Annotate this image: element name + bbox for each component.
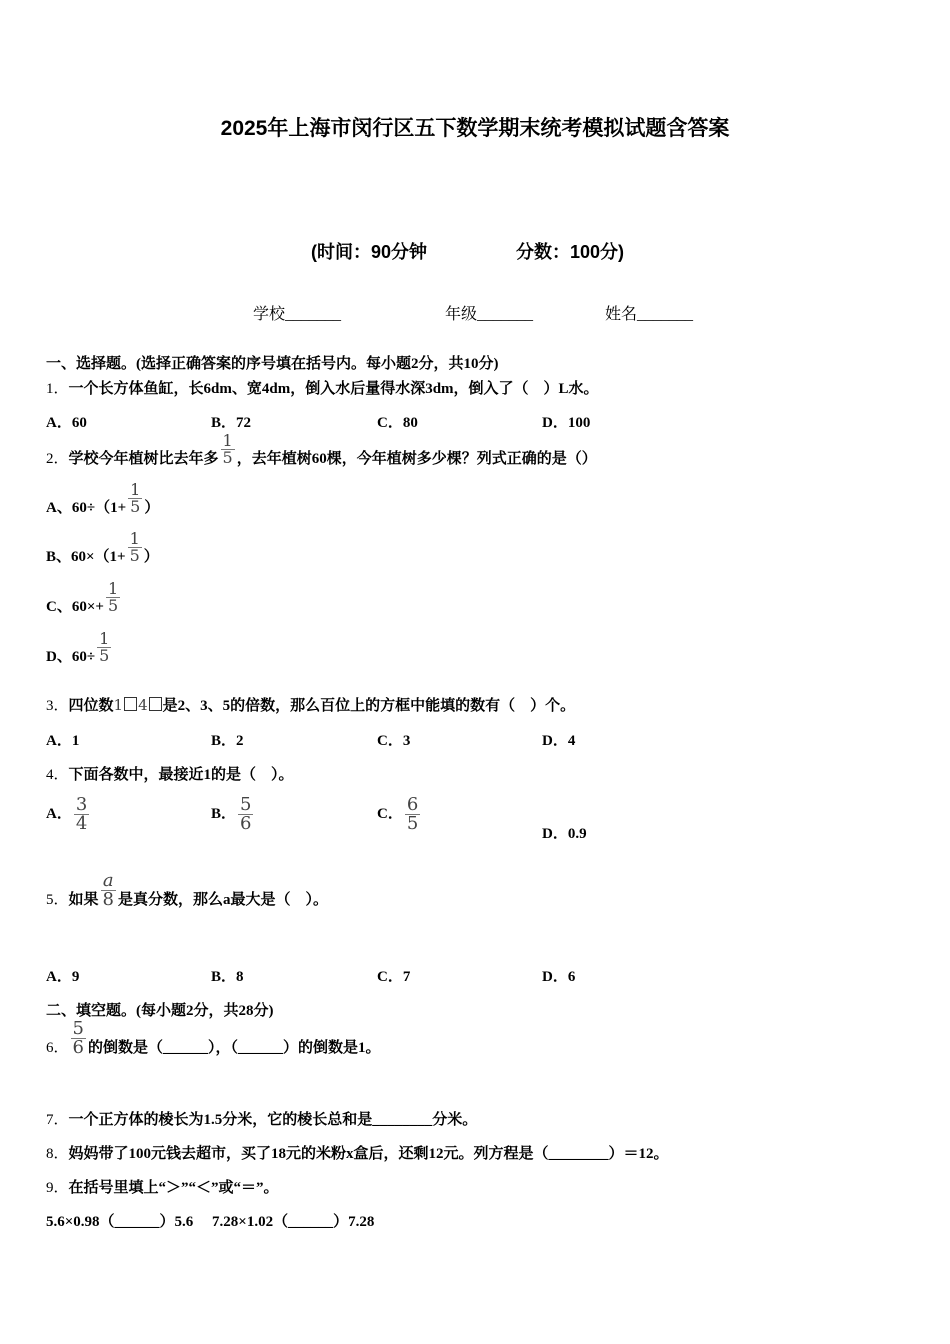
- question-1: [46, 377, 599, 398]
- option-b: [211, 796, 255, 833]
- fraction: [74, 796, 89, 833]
- section-heading: 一、选择题。(选择正确答案的序号填在括号内。每小题2分，共10分): [46, 356, 499, 372]
- question-number: 9．: [46, 1180, 69, 1196]
- question-number: 8．: [46, 1146, 69, 1162]
- option-c: C．7: [377, 969, 411, 985]
- denominator: 5: [222, 448, 233, 467]
- question-9: [46, 1176, 279, 1197]
- numerator: a: [102, 870, 114, 891]
- question-text: 在括号里填上“＞”“＜”或“＝”。: [68, 1180, 279, 1196]
- question-2: [46, 431, 597, 476]
- question-text: 下面各数中，最接近1的是（ ）。: [68, 767, 294, 783]
- option-a: A．1: [46, 733, 80, 749]
- option-d: D．4: [542, 733, 576, 749]
- option-text: A．: [46, 805, 72, 822]
- numerator: 1: [107, 579, 119, 598]
- grade-field: 年级_______: [445, 306, 534, 323]
- question-text: 是真分数，那么a最大是（ ）。: [117, 891, 328, 908]
- option-d: D．0.9: [542, 826, 587, 842]
- option-a: A．9: [46, 969, 80, 985]
- digit: 4: [138, 696, 148, 714]
- question-text: 一个正方体的棱长为1.5分米，它的棱长总和是________分米。: [68, 1112, 478, 1128]
- option-text: C．: [377, 805, 403, 822]
- blank-box: [149, 697, 162, 711]
- fraction: [238, 796, 253, 833]
- denominator: 4: [75, 813, 88, 834]
- option-d: [46, 629, 113, 674]
- exam-score: 分数：100分): [516, 242, 625, 262]
- option-c: C．3: [377, 733, 411, 749]
- question-number: 6．: [46, 1039, 69, 1056]
- comparison-line: 5.6×0.98（______）5.6 7.28×1.02（______）7.28: [46, 1214, 375, 1230]
- page-title: 2025年上海市闵行区五下数学期末统考模拟试题含答案: [220, 117, 730, 140]
- question-text: 一个长方体鱼缸，长6dm、宽4dm，倒入水后量得水深3dm，倒入了（ ）L水。: [68, 381, 599, 397]
- question-4: [46, 763, 294, 784]
- fraction: [101, 872, 116, 909]
- question-5: [46, 870, 328, 919]
- denominator: 8: [102, 889, 114, 910]
- option-a: [46, 796, 91, 833]
- fraction: [405, 796, 420, 833]
- fraction: [97, 631, 111, 664]
- question-text: 学校今年植树比去年多: [68, 450, 219, 467]
- question-number: 4．: [46, 767, 69, 783]
- option-d: D．100: [542, 415, 591, 431]
- school-field: 学校_______: [253, 306, 342, 323]
- option-c: [46, 579, 122, 624]
- section-heading: 二、填空题。(每小题2分，共28分): [46, 1003, 274, 1019]
- denominator: 5: [129, 546, 140, 565]
- option-text: B、60×（1+: [46, 548, 126, 565]
- question-text: 如果: [68, 891, 99, 908]
- digit: 1: [113, 696, 124, 714]
- option-text: ）: [144, 499, 160, 516]
- option-d: D．6: [542, 969, 576, 985]
- fraction: [71, 1020, 86, 1057]
- numerator: 6: [406, 794, 419, 815]
- option-text: B．: [211, 805, 237, 822]
- numerator: 1: [130, 480, 141, 499]
- numerator: 5: [240, 794, 252, 815]
- question-number: 5．: [46, 891, 69, 908]
- exam-time: (时间：90分钟: [311, 242, 428, 262]
- question-text: ，去年植树60棵，今年植树多少棵？列式正确的是（）: [236, 450, 597, 467]
- option-a: A．60: [46, 415, 87, 431]
- numerator: 1: [99, 629, 110, 648]
- denominator: 6: [240, 813, 252, 834]
- option-text: D、60÷: [46, 648, 96, 665]
- numerator: 1: [129, 529, 140, 548]
- fraction: [106, 581, 120, 614]
- fraction: [128, 482, 142, 515]
- question-number: 3．: [46, 698, 69, 714]
- numerator: 3: [75, 794, 88, 815]
- option-b: B．8: [211, 969, 244, 985]
- option-c: [377, 796, 422, 833]
- question-7: [46, 1108, 477, 1129]
- option-c: C．80: [377, 415, 418, 431]
- question-3: [46, 694, 575, 715]
- question-8: [46, 1142, 669, 1163]
- option-text: A、60÷（1+: [46, 499, 127, 516]
- question-text: 是2、3、5的倍数，那么百位上的方框中能填的数有（ ）个。: [162, 698, 576, 714]
- question-6: [46, 1018, 381, 1067]
- option-text: ）: [143, 548, 159, 565]
- denominator: 5: [130, 497, 141, 516]
- fraction: [128, 531, 142, 564]
- question-text: 妈妈带了100元钱去超市，买了18元的米粉x盒后，还剩12元。列方程是（________）＝12。: [68, 1146, 669, 1162]
- option-a: [46, 480, 160, 525]
- question-number: 1．: [46, 381, 69, 397]
- option-b: [46, 529, 159, 574]
- question-number: 7．: [46, 1112, 69, 1128]
- denominator: 5: [107, 596, 119, 615]
- question-text: 的倒数是（______），（______）的倒数是1。: [87, 1039, 381, 1056]
- denominator: 5: [99, 646, 110, 665]
- name-field: 姓名_______: [605, 306, 694, 323]
- option-b: B．2: [211, 733, 244, 749]
- denominator: 5: [406, 813, 419, 834]
- fraction: [221, 433, 235, 466]
- denominator: 6: [72, 1037, 84, 1058]
- numerator: 5: [72, 1018, 84, 1039]
- numerator: 1: [222, 431, 233, 450]
- option-text: C、60×+: [46, 598, 104, 615]
- option-b: B．72: [211, 415, 252, 431]
- blank-box: [124, 697, 137, 711]
- question-number: 2．: [46, 450, 69, 467]
- question-text: 四位数: [68, 698, 114, 714]
